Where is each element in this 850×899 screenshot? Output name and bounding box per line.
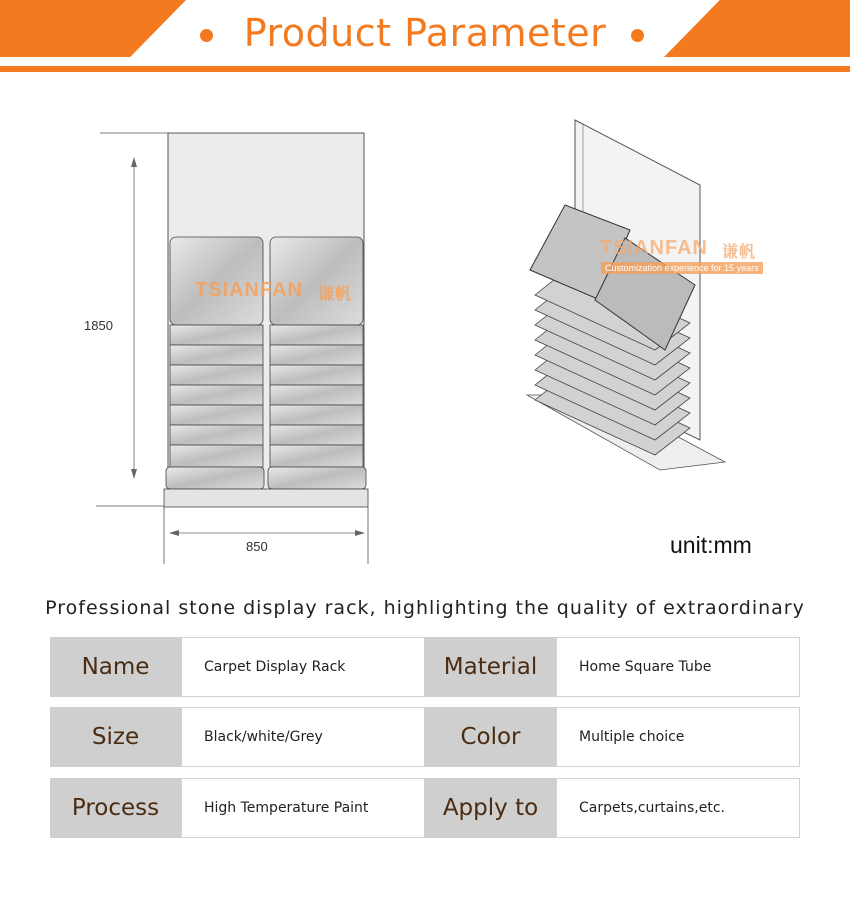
banner-underline [0,66,850,72]
param-label-apply-to: Apply to [425,778,556,838]
parameter-row [50,778,800,838]
param-value-color: Multiple choice [556,707,800,767]
width-dimension-label: 850 [246,539,268,554]
product-tagline: Professional stone display rack, highlighting the quality of extraordinary [45,597,805,619]
page-title: Product Parameter [243,11,607,55]
param-label-color: Color [425,707,556,767]
height-dimension-label: 1850 [84,318,113,333]
param-label-size: Size [50,707,181,767]
front-view-drawing [80,120,390,580]
param-value-apply-to: Carpets,curtains,etc. [556,778,800,838]
param-label-process: Process [50,778,181,838]
unit-label: unit:mm [670,532,752,558]
param-label-material: Material [425,637,556,697]
param-value-process: High Temperature Paint [181,778,425,838]
watermark-iso-cn: 谦帆 [722,244,757,261]
parameter-row [50,637,800,697]
watermark-front: TSIANFAN [195,279,303,301]
parameter-row [50,707,800,767]
param-value-name: Carpet Display Rack [181,637,425,697]
header-banner [0,0,850,75]
watermark-front-cn: 谦帆 [318,286,353,303]
isometric-view-drawing [510,110,770,490]
watermark-iso: TSIANFAN [600,237,708,259]
param-value-size: Black/white/Grey [181,707,425,767]
param-value-material: Home Square Tube [556,637,800,697]
watermark-iso-tagline: Customization experience for 15 years [601,262,763,274]
param-label-name: Name [50,637,181,697]
